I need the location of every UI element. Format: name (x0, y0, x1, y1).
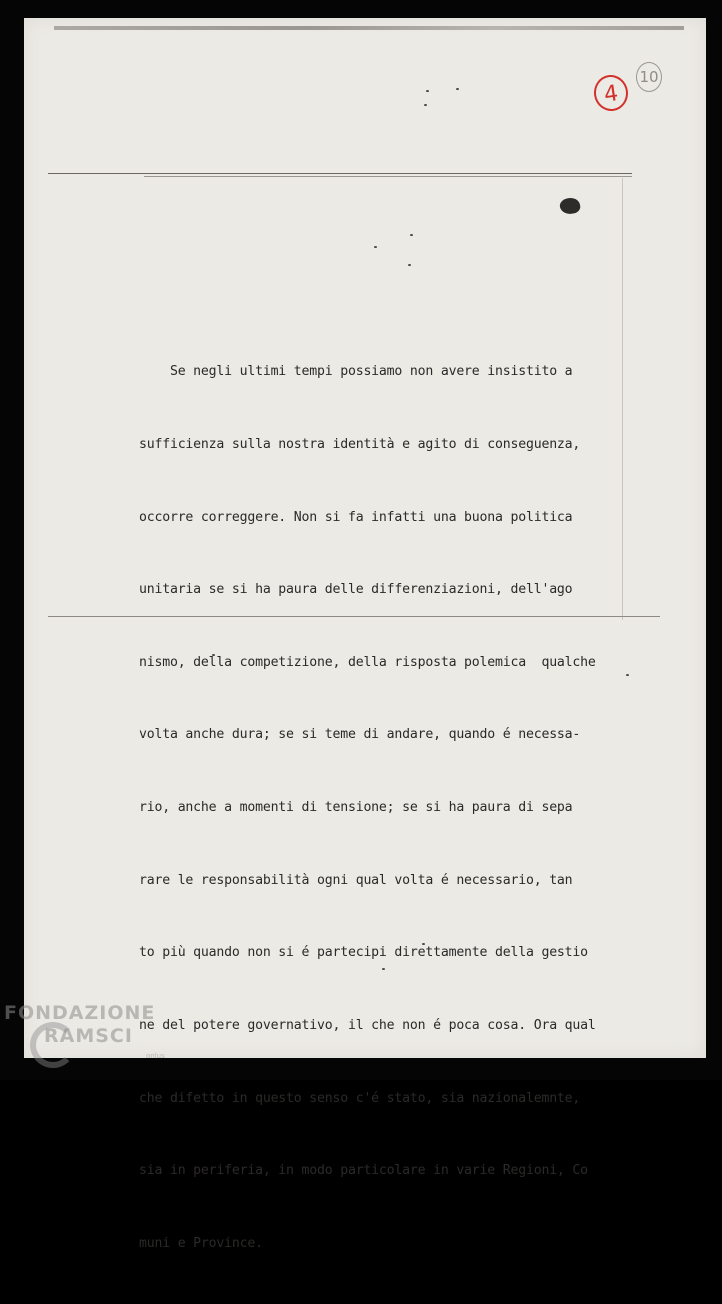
text-line: volta anche dura; se si teme di andare, quando é necessa- (139, 727, 581, 743)
text-line: che difetto in questo senso c'é stato, sia nazionalemnte, (139, 1090, 581, 1106)
top-rule-line (48, 173, 632, 174)
text-line: occorre correggere. Non si fa infatti una buona politica (139, 509, 573, 525)
text-line: unitaria se si ha paura delle differenziazioni, dell'ago (139, 582, 573, 598)
paper-speck (626, 674, 629, 676)
text-line: Se negli ultimi tempi possiamo non avere insistito a (139, 364, 573, 380)
typed-paragraph (139, 312, 619, 1304)
paper-speck (424, 104, 427, 106)
text-line: sia in periferia, in modo particolare in varie Regioni, Co (139, 1163, 588, 1179)
text-line: to più quando non si é partecipi direttamente della gestio (139, 945, 588, 961)
page-number-red-annotation: 4 (592, 73, 631, 113)
watermark-suffix: onlus (146, 1052, 165, 1060)
paper-speck (426, 90, 429, 92)
watermark-line2: RAMSCI (44, 1025, 133, 1047)
paper-speck (456, 88, 459, 90)
text-line: ne del potere governativo, il che non é poca cosa. Ora qual (139, 1017, 596, 1033)
text-line: rio, anche a momenti di tensione; se si ha paura di sepa (139, 800, 573, 816)
text-line: nismo, della competizione, della risposta polemica qualche (139, 654, 596, 670)
page-number-grey-annotation: 10 (636, 62, 662, 92)
text-line: muni e Province. (139, 1235, 263, 1251)
paper-speck (410, 234, 413, 236)
fondazione-gramsci-watermark (4, 1000, 184, 1076)
top-edge-mark (54, 26, 684, 30)
ink-blot (559, 196, 582, 216)
top-rule-line-secondary (144, 176, 632, 177)
text-line: rare le responsabilità ogni qual volta é necessario, tan (139, 872, 573, 888)
paper-speck (374, 246, 377, 248)
watermark-line1: FONDAZIONE (4, 1002, 156, 1024)
document-page (24, 18, 706, 1251)
paper-speck (408, 264, 411, 266)
right-margin-line (622, 178, 623, 620)
text-line: sufficienza sulla nostra identità e agito di conseguenza, (139, 437, 581, 453)
